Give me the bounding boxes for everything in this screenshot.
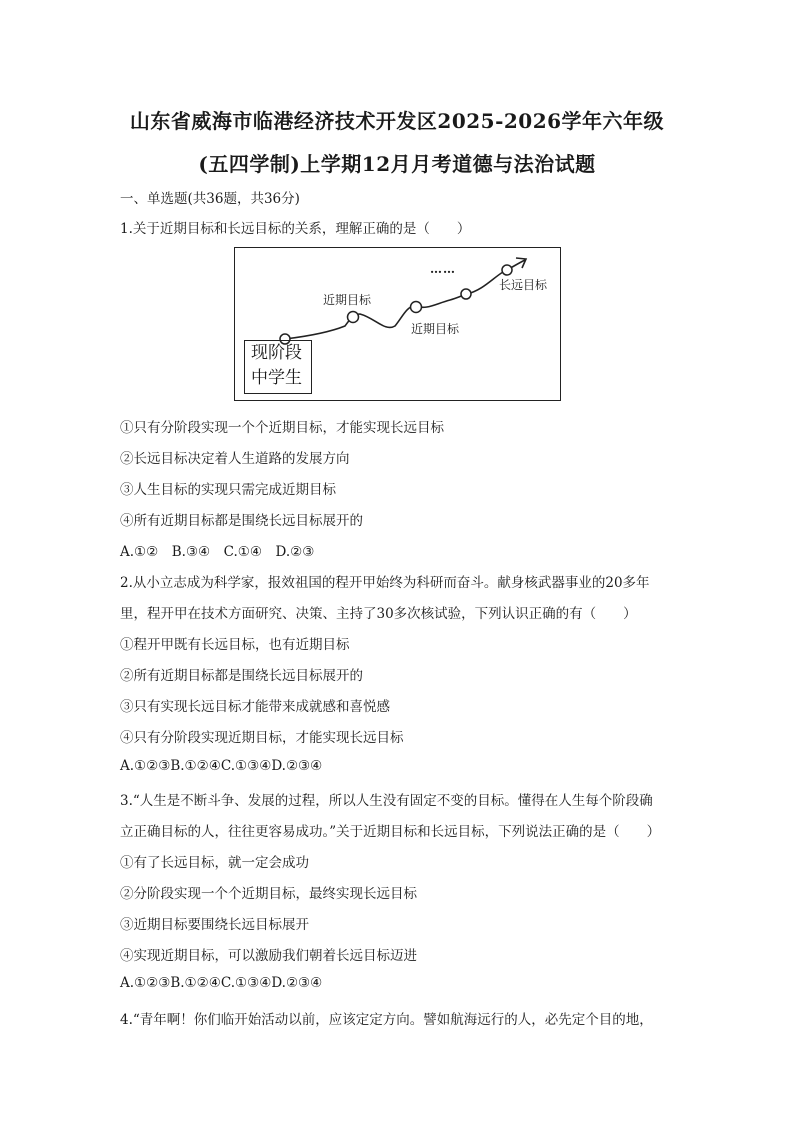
question-1-stem: 1.关于近期目标和长远目标的关系，理解正确的是（ ） xyxy=(120,221,471,237)
ellipsis-dots: …… xyxy=(430,262,456,276)
long-goal-label: 长远目标 xyxy=(499,278,548,292)
near-goal-marker-3 xyxy=(461,289,471,299)
near-goal-marker-2 xyxy=(411,302,422,313)
q3-option-4: ④实现近期目标，可以激励我们朝着长远目标迈进 xyxy=(120,948,417,964)
q3-option-3: ③近期目标要围绕长远目标展开 xyxy=(120,917,309,933)
section-heading: 一、单选题(共36题，共36分) xyxy=(120,191,300,207)
question-4-stem-1: 4.“青年啊！你们临开始活动以前，应该定定方向。譬如航海远行的人，必先定个目的地， xyxy=(120,1012,653,1028)
q3-option-2: ②分阶段实现一个个近期目标，最终实现长远目标 xyxy=(120,886,417,902)
title-line-1: 山东省威海市临港经济技术开发区2025-2026学年六年级 xyxy=(129,109,665,133)
q2-answers: A.①②③B.①②④C.①③④D.②③④ xyxy=(120,758,323,774)
box-line-2: 中学生 xyxy=(251,368,302,388)
near-goal-marker-4 xyxy=(502,265,512,275)
q1-option-1: ①只有分阶段实现一个个近期目标，才能实现长远目标 xyxy=(120,420,444,436)
box-line-1: 现阶段 xyxy=(251,343,302,363)
near-goal-marker-1 xyxy=(348,312,359,323)
q1-option-2: ②长远目标决定着人生道路的发展方向 xyxy=(120,451,350,467)
question-3-stem-2: 立正确目标的人，往往更容易成功。”关于近期目标和长远目标，下列说法正确的是（ ） xyxy=(120,824,661,840)
q2-option-3: ③只有实现长远目标才能带来成就感和喜悦感 xyxy=(120,699,390,715)
q1-option-3: ③人生目标的实现只需完成近期目标 xyxy=(120,482,336,498)
current-stage-box xyxy=(244,340,312,394)
question-2-stem-1: 2.从小立志成为科学家，报效祖国的程开甲始终为科研而奋斗。献身核武器事业的20多年 xyxy=(120,575,650,591)
q3-answers: A.①②③B.①②④C.①③④D.②③④ xyxy=(120,975,323,991)
q2-option-4: ④只有分阶段实现近期目标，才能实现长远目标 xyxy=(120,730,404,746)
question-2-stem-2: 里，程开甲在技术方面研究、决策、主持了30多次核试验，下列认识正确的有（ ） xyxy=(120,606,637,622)
goal-path-figure xyxy=(234,247,561,401)
q3-option-1: ①有了长远目标，就一定会成功 xyxy=(120,855,309,871)
near-goal-label-1: 近期目标 xyxy=(323,293,372,307)
q2-option-1: ①程开甲既有长远目标，也有近期目标 xyxy=(120,637,350,653)
near-goal-label-2: 近期目标 xyxy=(411,322,460,336)
q1-option-4: ④所有近期目标都是围绕长远目标展开的 xyxy=(120,513,363,529)
q2-option-2: ②所有近期目标都是围绕长远目标展开的 xyxy=(120,668,363,684)
question-3-stem-1: 3.“人生是不断斗争、发展的过程，所以人生没有固定不变的目标。懂得在人生每个阶段确 xyxy=(120,793,653,809)
title-line-2: (五四学制)上学期12月月考道德与法治试题 xyxy=(198,152,596,176)
goal-path-curve xyxy=(285,260,525,339)
q1-answers: A.①② B.③④ C.①④ D.②③ xyxy=(120,544,315,560)
